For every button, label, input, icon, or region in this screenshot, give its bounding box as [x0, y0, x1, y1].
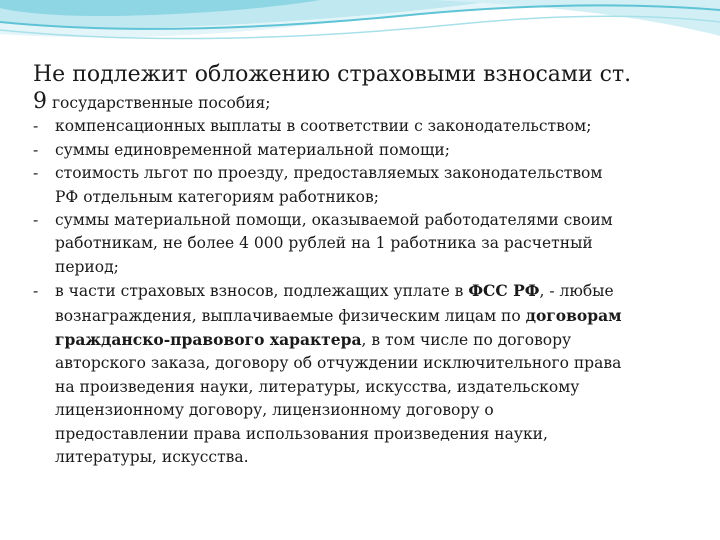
fss-highlight: ФСС РФ — [468, 281, 540, 301]
contract-highlight: договорам — [525, 305, 622, 325]
dash-bullet: - — [33, 140, 39, 159]
list-item — [33, 209, 693, 232]
list-item-text: стоимость льгот по проезду, предоставляемых законодательством — [55, 164, 603, 183]
list-item-continuation: на произведения науки, литературы, искусства, издательскому — [55, 377, 580, 396]
list-item-text: суммы материальной помощи, оказываемой работодателями своим — [55, 211, 613, 230]
list-item — [33, 162, 693, 185]
list-item-continuation — [33, 328, 693, 352]
list-item-text: вознаграждения, выплачиваемые физическим лицам по — [55, 306, 526, 325]
list-item-text: компенсационных выплаты в соответствии с законодательством; — [55, 117, 592, 136]
list-item-continuation: авторского заказа, договору об отчуждении исключительного права — [55, 354, 622, 373]
list-item-text: , в том числе по договору — [361, 331, 572, 350]
dash-bullet: - — [33, 211, 39, 230]
list-item-continuation: период; — [55, 257, 119, 276]
list-item-text: в части страховых взносов, подлежащих уплате в — [55, 282, 469, 301]
list-item — [33, 139, 693, 162]
slide-title: Не подлежит обложению страховыми взносами ст. — [33, 62, 632, 87]
list-item-text: , - любые — [539, 282, 614, 301]
list-item-continuation: работникам, не более 4 000 рублей на 1 работника за расчетный — [55, 234, 593, 253]
list-item-continuation: лицензионному договору, лицензионному договору о — [55, 401, 494, 420]
article-number: 9 — [33, 89, 47, 114]
exemption-list — [33, 90, 693, 470]
list-item-text: суммы единовременной материальной помощи; — [55, 140, 450, 159]
list-item-continuation — [33, 304, 693, 328]
list-item — [33, 115, 693, 138]
dash-bullet: - — [33, 282, 39, 301]
contract-type-highlight: гражданско-правового характера — [55, 330, 362, 350]
dash-bullet: - — [33, 117, 39, 136]
dash-bullet: - — [33, 164, 39, 183]
list-item-text: государственные пособия; — [51, 94, 271, 112]
list-item — [33, 90, 693, 115]
list-item-continuation: предоставлении права использования произведения науки, — [55, 424, 548, 443]
list-item — [33, 279, 693, 303]
list-item-continuation: литературы, искусства. — [55, 448, 249, 467]
list-item-continuation: РФ отдельным категориям работников; — [55, 187, 379, 206]
